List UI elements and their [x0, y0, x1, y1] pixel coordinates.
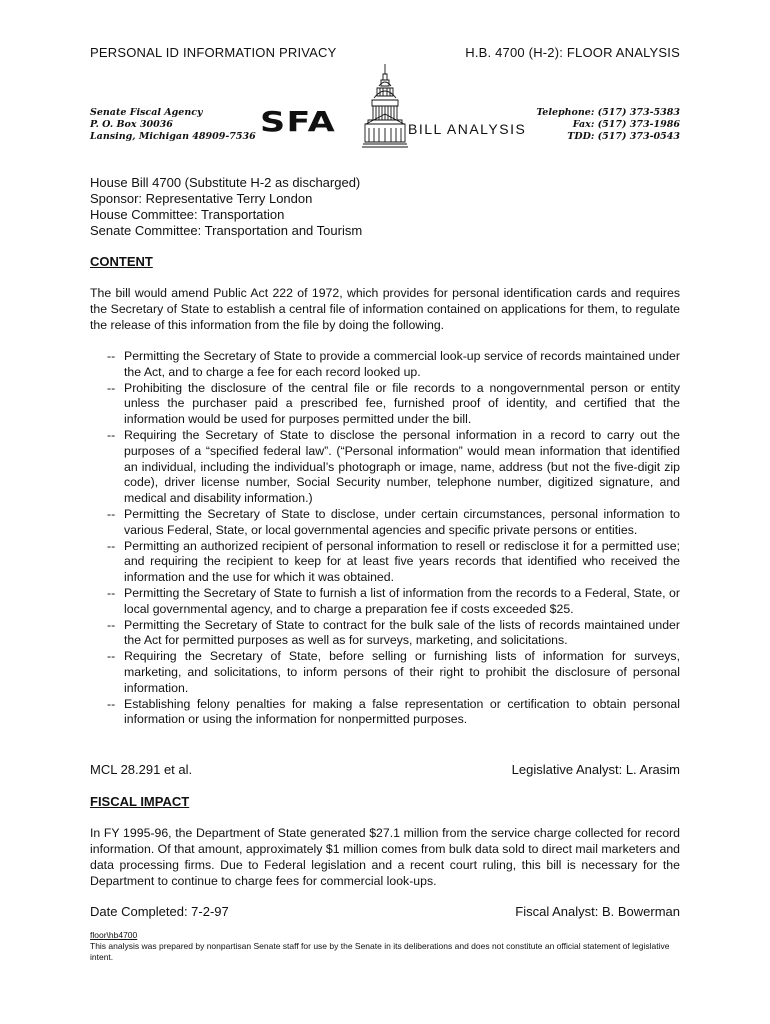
fiscal-text: In FY 1995-96, the Department of State generated $27.1 million from the service charge collected for record information. Of that amount, approximately $1 million comes from bulk data sold to direct mail marketers and data processing firms. Due to Federal legislation and a recent court ruling, this bill is necessary for the Department to continue to charge fees for commercial look-ups.: [90, 826, 680, 888]
completion-row: [90, 904, 680, 919]
address-line: Senate Fiscal Agency: [90, 107, 203, 118]
agency-contact: [536, 107, 680, 143]
content-intro: The bill would amend Public Act 222 of 1972, which provides for personal identification cards and requires the Secretary of State to establish a central file of information contained on applications for them, to regulate the release of this information from the file by doing the following.: [90, 286, 680, 332]
bill-info-line: House Bill 4700 (Substitute H-2 as discharged): [90, 175, 361, 190]
mcl-row: [90, 762, 680, 777]
list-item: -- Permitting the Secretary of State to contract for the bulk sale of the lists of records maintained under the Act for permitted purposes as well as for surveys, marketing, and solicitations.: [107, 617, 680, 648]
bill-info-line: House Committee: Transportation: [90, 207, 285, 222]
header-topic: PERSONAL ID INFORMATION PRIVACY: [90, 45, 337, 60]
file-reference: floor\hb4700: [90, 930, 138, 940]
contact-line: TDD: (517) 373-0543: [567, 131, 680, 142]
address-line: Lansing, Michigan 48909-7536: [90, 131, 256, 142]
sfa-logo-text: SFA: [260, 105, 336, 138]
list-item: -- Prohibiting the disclosure of the central file or file records to a nongovernmental person or entity unless the purchaser paid a prescribed fee, furnished proof of identity, and certified that the information would be used for purposes permitted under the bill.: [107, 380, 680, 427]
fiscal-analyst: Fiscal Analyst: B. Bowerman: [515, 904, 680, 919]
list-item: -- Requiring the Secretary of State, before selling or furnishing lists of information for surveys, marketing, and solicitations, to inform persons of their right to prohibit the disclosure of personal information.: [107, 649, 680, 695]
list-item: -- Requiring the Secretary of State to disclose the personal information in a record to carry out the purposes of a “specified federal law”. (“Personal information” would mean information that identified an individual, including the individual’s photograph or image, name, address (but not the five-digit zip code), driver license number, Social Security number, telephone number, digitized signature, and medical and disability information.): [107, 427, 680, 506]
contact-line: Fax: (517) 373-1986: [572, 119, 680, 130]
footer: [90, 930, 690, 963]
agency-address: [90, 107, 256, 143]
address-line: P. O. Box 30036: [90, 119, 173, 130]
list-item: -- Permitting the Secretary of State to provide a commercial look-up service of records maintained under the Act, and to charge a fee for each record looked up.: [107, 349, 680, 379]
list-item: -- Permitting the Secretary of State to furnish a list of information from the records to a Federal, State, or local governmental agency, and to charge a preparation fee if costs exceeded $25.: [107, 585, 680, 616]
bill-analysis-label: BILL ANALYSIS: [408, 121, 527, 137]
fiscal-heading: FISCAL IMPACT: [90, 794, 190, 809]
bill-info-line: Sponsor: Representative Terry London: [90, 191, 313, 206]
bill-info: [90, 175, 362, 239]
list-item: -- Permitting the Secretary of State to disclose, under certain circumstances, personal information to various Federal, State, or local governmental agencies and specific private persons or entities.: [107, 506, 680, 537]
bill-info-line: Senate Committee: Transportation and Tourism: [90, 223, 363, 238]
header-bill-number: H.B. 4700 (H-2): FLOOR ANALYSIS: [465, 45, 680, 60]
list-item: -- Permitting an authorized recipient of personal information to resell or redisclose it for a permitted use; and requiring the recipient to keep for at least five years records that identified who received the information and the use for which it was obtained.: [107, 538, 680, 585]
contact-line: Telephone: (517) 373-5383: [536, 107, 680, 118]
capitol-dome-icon: [362, 62, 408, 154]
disclaimer: This analysis was prepared by nonpartisan Senate staff for use by the Senate in its deliberations and does not constitute an official statement of legislative intent.: [90, 941, 670, 962]
date-completed: Date Completed: 7-2-97: [90, 904, 229, 919]
list-item: -- Establishing felony penalties for making a false representation or certification to obtain personal information or using the information for nonpermitted purposes.: [107, 696, 680, 727]
mcl-citation: MCL 28.291 et al.: [90, 762, 193, 777]
masthead: [90, 62, 680, 154]
legislative-analyst: Legislative Analyst: L. Arasim: [511, 762, 680, 777]
content-heading: CONTENT: [90, 254, 153, 269]
content-bullet-list: [107, 349, 680, 728]
